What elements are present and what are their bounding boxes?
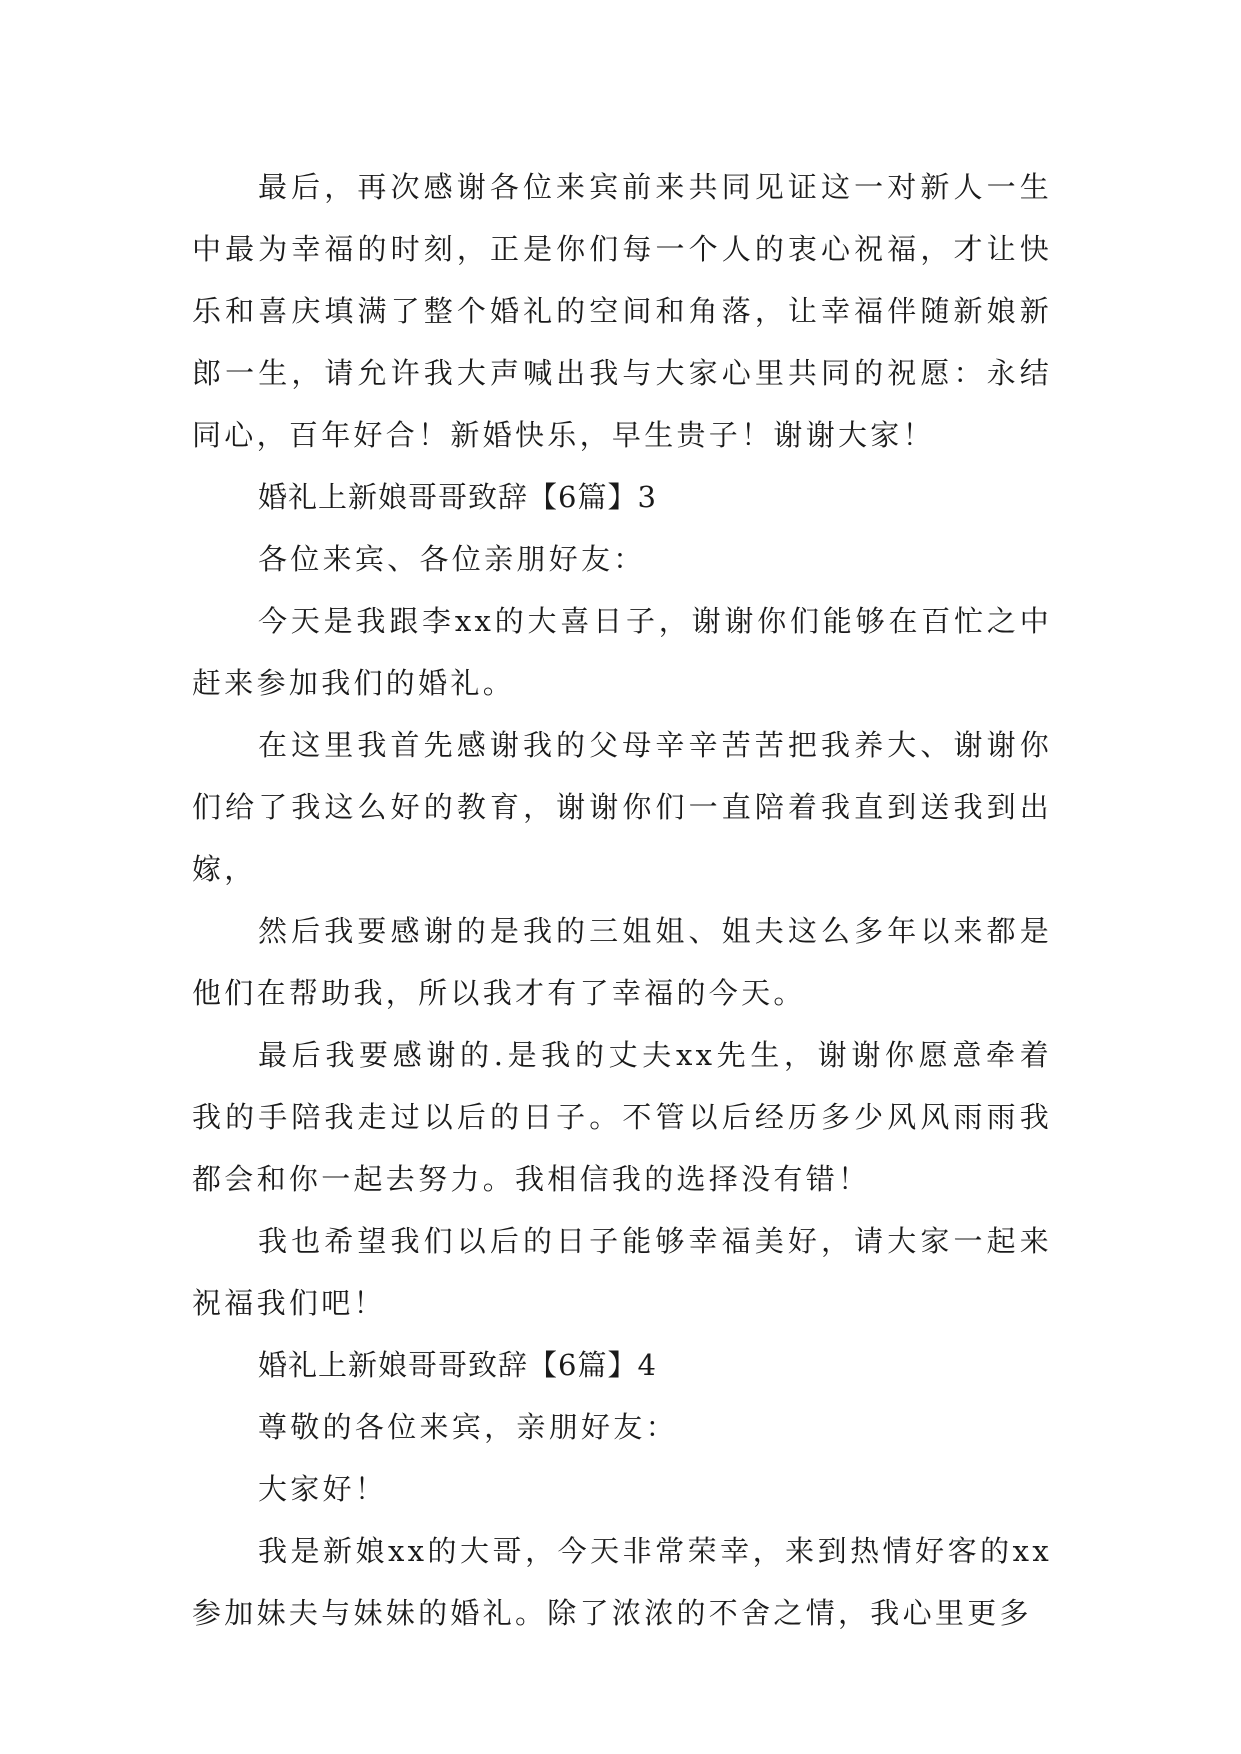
- paragraph-greeting: 各位来宾、各位亲朋好友：: [258, 542, 646, 576]
- paragraph-thank-sister: 然后我要感谢的是我的三姐姐、姐夫这么多年以来都是他们在帮助我，所以我才有了幸福的今天。: [192, 914, 1052, 1010]
- paragraph-wedding-day: 今天是我跟李xx的大喜日子，谢谢你们能够在百忙之中赶来参加我们的婚礼。: [192, 604, 1052, 700]
- paragraph-thank-husband: 最后我要感谢的.是我的丈夫xx先生，谢谢你愿意牵着我的手陪我走过以后的日子。不管以后经历多少风风雨雨我都会和你一起去努力。我相信我的选择没有错！: [192, 1038, 1052, 1196]
- paragraph-hello: 大家好！: [258, 1472, 388, 1506]
- paragraph-salutation: 尊敬的各位来宾，亲朋好友：: [258, 1410, 678, 1444]
- paragraph-closing-thanks: 最后，再次感谢各位来宾前来共同见证这一对新人一生中最为幸福的时刻，正是你们每一个人的衷心祝福，才让快乐和喜庆填满了整个婚礼的空间和角落，让幸福伴随新娘新郎一生，请允许我大声喊出我与大家心里共同的祝愿：永结同心，百年好合！新婚快乐，早生贵子！谢谢大家！: [192, 170, 1052, 452]
- paragraph-thank-parents: 在这里我首先感谢我的父母辛辛苦苦把我养大、谢谢你们给了我这么好的教育，谢谢你们一直陪着我直到送我到出嫁，: [192, 728, 1052, 886]
- paragraph-brother-intro: 我是新娘xx的大哥，今天非常荣幸，来到热情好客的xx参加妹夫与妹妹的婚礼。除了浓浓的不舍之情，我心里更多: [192, 1534, 1052, 1630]
- section-heading-4: 婚礼上新娘哥哥致辞【6篇】4: [258, 1348, 657, 1382]
- paragraph-wish: 我也希望我们以后的日子能够幸福美好，请大家一起来祝福我们吧！: [192, 1224, 1052, 1320]
- document-body: [192, 156, 1052, 1644]
- section-heading-3: 婚礼上新娘哥哥致辞【6篇】3: [258, 480, 657, 514]
